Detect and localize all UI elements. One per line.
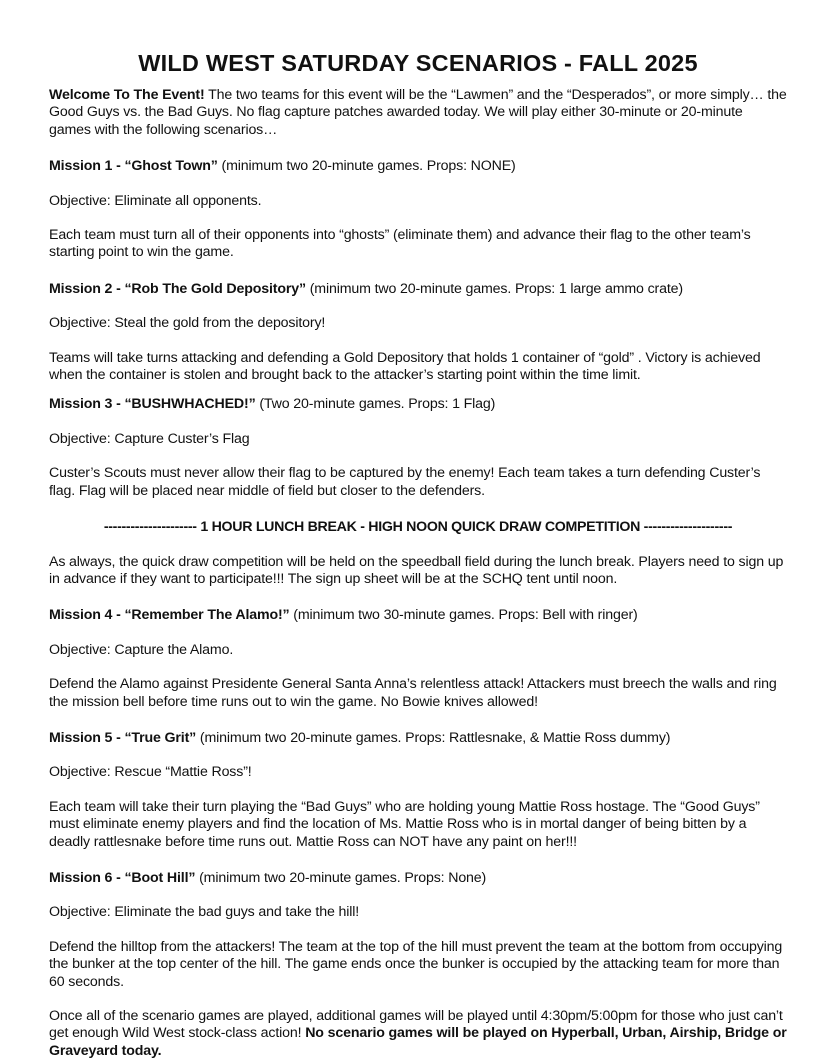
closing-notice: No scenario games will be played on Hyperball, Urban, Airship, Bridge or Graveyard today. xyxy=(49,1025,787,1059)
mission-5-heading xyxy=(49,730,787,747)
mission-3-objective: Objective: Capture Custer’s Flag xyxy=(49,430,250,447)
mission-4-objective: Objective: Capture the Alamo. xyxy=(49,641,234,658)
mission-1-title: Mission 1 - “Ghost Town” xyxy=(49,158,218,175)
closing-paragraph xyxy=(49,1008,787,1060)
mission-1-description: Each team must turn all of their opponents into “ghosts” (eliminate them) and advance their flag to the other team’s starting point to win the game. xyxy=(49,227,751,261)
mission-3-title: Mission 3 - “BUSHWHACHED!” xyxy=(49,396,256,413)
mission-6-objective: Objective: Eliminate the bad guys and take the hill! xyxy=(49,904,360,921)
mission-4-title: Mission 4 - “Remember The Alamo!” xyxy=(49,607,290,624)
mission-2-heading xyxy=(49,281,787,298)
mission-4-details: (minimum two 30-minute games. Props: Bell with ringer) xyxy=(289,607,638,624)
mission-4-heading xyxy=(49,607,787,624)
mission-3-details: (Two 20-minute games. Props: 1 Flag) xyxy=(255,396,496,413)
lunch-break-divider: --------------------- 1 HOUR LUNCH BREAK - HIGH NOON QUICK DRAW COMPETITION -------------------- xyxy=(103,519,733,536)
mission-1-heading xyxy=(49,158,787,175)
mission-3-description: Custer’s Scouts must never allow their flag to be captured by the enemy! Each team takes a turn defending Custer’s flag. Flag will be placed near middle of field but closer to the defenders. xyxy=(49,465,761,499)
mission-3-heading xyxy=(49,396,787,413)
intro-text: The two teams for this event will be the “Lawmen” and the “Desperados”, or more simply… the Good Guys vs. the Bad Guys. No flag capture patches awarded today. We will play either 30-minute or 20-minute games with the following scenarios… xyxy=(49,87,787,138)
mission-5-description: Each team will take their turn playing the “Bad Guys” who are holding young Mattie Ross hostage. The “Good Guys” must eliminate enemy players and find the location of Ms. Mattie Ross who is in mortal danger of being bitten by a deadly rattlesnake before time runs out. Mattie Ross can NOT have any paint on her!!! xyxy=(49,798,760,850)
mission-2-description: Teams will take turns attacking and defending a Gold Depository that holds 1 container of “gold” . Victory is achieved when the container is stolen and brought back to the attacker’s starting point within the time limit. xyxy=(49,349,761,384)
mission-5-details: (minimum two 20-minute games. Props: Rattlesnake, & Mattie Ross dummy) xyxy=(196,729,671,746)
mission-2-details: (minimum two 20-minute games. Props: 1 large ammo crate) xyxy=(305,280,683,297)
intro-paragraph xyxy=(49,87,787,139)
mission-6-heading xyxy=(49,870,787,887)
mission-1-objective: Objective: Eliminate all opponents. xyxy=(49,192,262,209)
mission-6-details: (minimum two 20-minute games. Props: None) xyxy=(195,869,487,886)
closing-text: Once all of the scenario games are played, additional games will be played until 4:30pm/5:00pm for those who just can’t get enough Wild West stock-class action! xyxy=(49,1008,783,1042)
mission-5-title: Mission 5 - “True Grit” xyxy=(49,729,197,746)
lunch-break-text: As always, the quick draw competition will be held on the speedball field during the lunch break. Players need to sign up in advance if they want to participate!!! The sign up sheet will be at the SCHQ tent until noon. xyxy=(49,553,784,587)
page-title: WILD WEST SATURDAY SCENARIOS - FALL 2025 xyxy=(138,50,698,76)
intro-lead: Welcome To The Event! xyxy=(49,87,205,103)
mission-2-title: Mission 2 - “Rob The Gold Depository” xyxy=(49,280,306,297)
mission-5-objective: Objective: Rescue “Mattie Ross”! xyxy=(49,764,252,781)
mission-2-objective: Objective: Steal the gold from the depository! xyxy=(49,315,326,332)
mission-4-description: Defend the Alamo against Presidente General Santa Anna’s relentless attack! Attackers must breech the walls and ring the mission bell before time runs out to win the game. No Bowie knives allowed! xyxy=(49,676,777,710)
mission-6-description: Defend the hilltop from the attackers! The team at the top of the hill must prevent the team at the bottom from occupying the bunker at the top center of the hill. The game ends once the bunker is occupied by the attacking team for more than 60 seconds. xyxy=(49,938,783,990)
mission-6-title: Mission 6 - “Boot Hill” xyxy=(49,869,196,886)
mission-1-details: (minimum two 20-minute games. Props: NONE) xyxy=(217,158,516,175)
